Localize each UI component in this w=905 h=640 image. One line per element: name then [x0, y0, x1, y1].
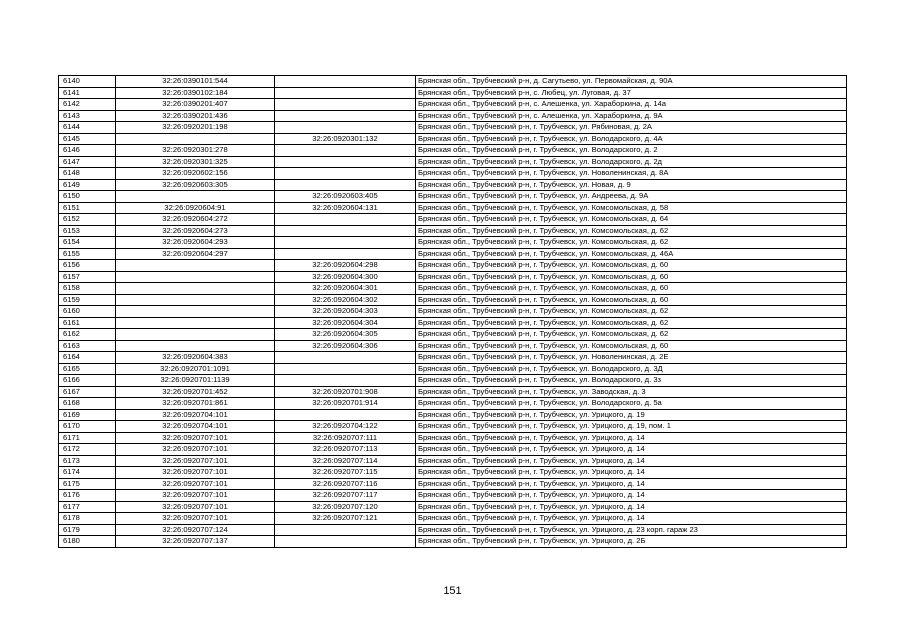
address-cell: Брянская обл., Трубчевский р-н, с. Алешенка, ул. Хараборкина, д. 14а: [416, 99, 847, 111]
table-row: [59, 191, 847, 203]
table-row: [59, 398, 847, 410]
row-number-cell: 6160: [59, 306, 116, 318]
address-cell: Брянская обл., Трубчевский р-н, г. Трубчевск, ул. Урицкого, д. 19: [416, 409, 847, 421]
table-row: [59, 352, 847, 364]
page-number: 151: [443, 585, 462, 597]
address-cell: Брянская обл., Трубчевский р-н, г. Трубчевск, ул. Новоленинская, д. 2Е: [416, 352, 847, 364]
table-row: [59, 375, 847, 387]
object-cadastral-number-cell: 32:26:0920604:301: [275, 283, 416, 295]
cadastral-number-cell: 32:26:0920707:101: [116, 513, 275, 525]
row-number-cell: 6178: [59, 513, 116, 525]
cadastral-number-cell: 32:26:0920707:101: [116, 455, 275, 467]
table-row: [59, 432, 847, 444]
row-number-cell: 6157: [59, 271, 116, 283]
row-number-cell: 6141: [59, 87, 116, 99]
row-number-cell: 6161: [59, 317, 116, 329]
table-row: [59, 294, 847, 306]
object-cadastral-number-cell: [275, 237, 416, 249]
cadastral-number-cell: [116, 340, 275, 352]
table-row: [59, 501, 847, 513]
address-cell: Брянская обл., Трубчевский р-н, г. Трубчевск, ул. Комсомольская, д. 62: [416, 237, 847, 249]
row-number-cell: 6166: [59, 375, 116, 387]
address-cell: Брянская обл., Трубчевский р-н, г. Трубчевск, ул. Володарского, д. 4А: [416, 133, 847, 145]
row-number-cell: 6171: [59, 432, 116, 444]
row-number-cell: 6158: [59, 283, 116, 295]
object-cadastral-number-cell: [275, 110, 416, 122]
row-number-cell: 6179: [59, 524, 116, 536]
row-number-cell: 6173: [59, 455, 116, 467]
object-cadastral-number-cell: [275, 99, 416, 111]
table-row: [59, 225, 847, 237]
object-cadastral-number-cell: [275, 145, 416, 157]
table-row: [59, 122, 847, 134]
address-cell: Брянская обл., Трубчевский р-н, г. Трубчевск, ул. Урицкого, д. 14: [416, 467, 847, 479]
row-number-cell: 6148: [59, 168, 116, 180]
address-cell: Брянская обл., Трубчевский р-н, г. Трубчевск, ул. Комсомольская, д. 62: [416, 329, 847, 341]
table-row: [59, 317, 847, 329]
object-cadastral-number-cell: [275, 168, 416, 180]
row-number-cell: 6142: [59, 99, 116, 111]
table-row: [59, 329, 847, 341]
row-number-cell: 6159: [59, 294, 116, 306]
cadastral-number-cell: [116, 133, 275, 145]
address-cell: Брянская обл., Трубчевский р-н, с. Алешенка, ул. Хараборкина, д. 9А: [416, 110, 847, 122]
cadastral-number-cell: 32:26:0920704:101: [116, 409, 275, 421]
row-number-cell: 6145: [59, 133, 116, 145]
object-cadastral-number-cell: [275, 214, 416, 226]
address-cell: Брянская обл., Трубчевский р-н, г. Трубчевск, ул. Урицкого, д. 14: [416, 432, 847, 444]
table-row: [59, 179, 847, 191]
row-number-cell: 6149: [59, 179, 116, 191]
table-row: [59, 87, 847, 99]
row-number-cell: 6152: [59, 214, 116, 226]
cadastral-number-cell: 32:26:0920301:278: [116, 145, 275, 157]
row-number-cell: 6153: [59, 225, 116, 237]
table-row: [59, 260, 847, 272]
cadastral-number-cell: [116, 283, 275, 295]
address-cell: Брянская обл., Трубчевский р-н, г. Трубчевск, ул. Урицкого, д. 19, пом. 1: [416, 421, 847, 433]
cadastral-number-cell: [116, 317, 275, 329]
cadastral-number-cell: 32:26:0920701:1091: [116, 363, 275, 375]
row-number-cell: 6172: [59, 444, 116, 456]
address-cell: Брянская обл., Трубчевский р-н, г. Трубчевск, ул. Володарского, д. 2: [416, 145, 847, 157]
address-cell: Брянская обл., Трубчевский р-н, г. Трубчевск, ул. Урицкого, д. 14: [416, 478, 847, 490]
row-number-cell: 6180: [59, 536, 116, 548]
object-cadastral-number-cell: 32:26:0920704:122: [275, 421, 416, 433]
object-cadastral-number-cell: 32:26:0920707:117: [275, 490, 416, 502]
cadastral-number-cell: [116, 271, 275, 283]
object-cadastral-number-cell: 32:26:0920604:300: [275, 271, 416, 283]
cadastral-number-cell: 32:26:0920707:101: [116, 444, 275, 456]
cadastral-number-cell: 32:26:0920701:452: [116, 386, 275, 398]
row-number-cell: 6147: [59, 156, 116, 168]
table-row: [59, 237, 847, 249]
row-number-cell: 6163: [59, 340, 116, 352]
row-number-cell: 6177: [59, 501, 116, 513]
table-row: [59, 248, 847, 260]
table-row: [59, 145, 847, 157]
cadastral-number-cell: 32:26:0920707:137: [116, 536, 275, 548]
cadastral-number-cell: 32:26:0920707:101: [116, 478, 275, 490]
table-row: [59, 444, 847, 456]
row-number-cell: 6176: [59, 490, 116, 502]
row-number-cell: 6154: [59, 237, 116, 249]
address-cell: Брянская обл., Трубчевский р-н, г. Трубчевск, ул. Володарского, д. 3з: [416, 375, 847, 387]
table-row: [59, 271, 847, 283]
cadastral-number-cell: 32:26:0920604:272: [116, 214, 275, 226]
address-cell: Брянская обл., Трубчевский р-н, г. Трубчевск, ул. Урицкого, д. 2Б: [416, 536, 847, 548]
object-cadastral-number-cell: 32:26:0920301:132: [275, 133, 416, 145]
table-row: [59, 524, 847, 536]
object-cadastral-number-cell: 32:26:0920604:298: [275, 260, 416, 272]
object-cadastral-number-cell: 32:26:0920707:111: [275, 432, 416, 444]
object-cadastral-number-cell: [275, 536, 416, 548]
address-cell: Брянская обл., Трубчевский р-н, г. Трубчевск, ул. Комсомольская, д. 60: [416, 340, 847, 352]
address-cell: Брянская обл., Трубчевский р-н, г. Трубчевск, ул. Комсомольская, д. 58: [416, 202, 847, 214]
object-cadastral-number-cell: [275, 352, 416, 364]
address-cell: Брянская обл., Трубчевский р-н, г. Трубчевск, ул. Андреева, д. 9А: [416, 191, 847, 203]
object-cadastral-number-cell: 32:26:0920604:302: [275, 294, 416, 306]
address-cell: Брянская обл., Трубчевский р-н, г. Трубчевск, ул. Комсомольская, д. 62: [416, 306, 847, 318]
cadastral-number-cell: 32:26:0920707:101: [116, 490, 275, 502]
row-number-cell: 6170: [59, 421, 116, 433]
table-row: [59, 283, 847, 295]
registry-table: [58, 75, 847, 548]
table-row: [59, 536, 847, 548]
object-cadastral-number-cell: [275, 524, 416, 536]
registry-table-body: [59, 76, 847, 548]
address-cell: Брянская обл., Трубчевский р-н, г. Трубчевск, ул. Комсомольская, д. 46А: [416, 248, 847, 260]
cadastral-number-cell: 32:26:0920707:124: [116, 524, 275, 536]
cadastral-number-cell: 32:26:0920603:305: [116, 179, 275, 191]
object-cadastral-number-cell: [275, 156, 416, 168]
object-cadastral-number-cell: 32:26:0920707:121: [275, 513, 416, 525]
row-number-cell: 6165: [59, 363, 116, 375]
row-number-cell: 6167: [59, 386, 116, 398]
cadastral-number-cell: 32:26:0920707:101: [116, 501, 275, 513]
row-number-cell: 6146: [59, 145, 116, 157]
row-number-cell: 6151: [59, 202, 116, 214]
object-cadastral-number-cell: [275, 248, 416, 260]
address-cell: Брянская обл., Трубчевский р-н, г. Трубчевск, ул. Урицкого, д. 14: [416, 513, 847, 525]
object-cadastral-number-cell: 32:26:0920707:115: [275, 467, 416, 479]
object-cadastral-number-cell: [275, 87, 416, 99]
row-number-cell: 6175: [59, 478, 116, 490]
cadastral-number-cell: 32:26:0920701:861: [116, 398, 275, 410]
row-number-cell: 6174: [59, 467, 116, 479]
table-row: [59, 421, 847, 433]
table-row: [59, 214, 847, 226]
row-number-cell: 6164: [59, 352, 116, 364]
cadastral-number-cell: 32:26:0920704:101: [116, 421, 275, 433]
address-cell: Брянская обл., Трубчевский р-н, г. Трубчевск, ул. Новоленинская, д. 8А: [416, 168, 847, 180]
table-row: [59, 478, 847, 490]
table-row: [59, 363, 847, 375]
object-cadastral-number-cell: [275, 363, 416, 375]
cadastral-number-cell: [116, 329, 275, 341]
table-row: [59, 490, 847, 502]
address-cell: Брянская обл., Трубчевский р-н, г. Трубчевск, ул. Комсомольская, д. 60: [416, 260, 847, 272]
address-cell: Брянская обл., Трубчевский р-н, г. Трубчевск, ул. Урицкого, д. 14: [416, 444, 847, 456]
address-cell: Брянская обл., Трубчевский р-н, с. Любец, ул. Луговая, д. 37: [416, 87, 847, 99]
address-cell: Брянская обл., Трубчевский р-н, г. Трубчевск, ул. Комсомольская, д. 60: [416, 271, 847, 283]
cadastral-number-cell: 32:26:0390101:544: [116, 76, 275, 88]
row-number-cell: 6150: [59, 191, 116, 203]
table-row: [59, 467, 847, 479]
cadastral-number-cell: 32:26:0920707:101: [116, 467, 275, 479]
row-number-cell: 6155: [59, 248, 116, 260]
address-cell: Брянская обл., Трубчевский р-н, г. Трубчевск, ул. Комсомольская, д. 62: [416, 225, 847, 237]
table-row: [59, 455, 847, 467]
address-cell: Брянская обл., Трубчевский р-н, г. Трубчевск, ул. Володарского, д. 2д: [416, 156, 847, 168]
cadastral-number-cell: 32:26:0920701:1139: [116, 375, 275, 387]
row-number-cell: 6169: [59, 409, 116, 421]
cadastral-number-cell: 32:26:0390201:407: [116, 99, 275, 111]
cadastral-number-cell: [116, 191, 275, 203]
table-row: [59, 513, 847, 525]
cadastral-number-cell: 32:26:0920201:198: [116, 122, 275, 134]
table-row: [59, 386, 847, 398]
address-cell: Брянская обл., Трубчевский р-н, г. Трубчевск, ул. Урицкого, д. 14: [416, 490, 847, 502]
object-cadastral-number-cell: [275, 225, 416, 237]
cadastral-number-cell: 32:26:0920707:101: [116, 432, 275, 444]
object-cadastral-number-cell: [275, 375, 416, 387]
cadastral-number-cell: 32:26:0920604:91: [116, 202, 275, 214]
table-row: [59, 340, 847, 352]
object-cadastral-number-cell: 32:26:0920604:305: [275, 329, 416, 341]
object-cadastral-number-cell: 32:26:0920701:914: [275, 398, 416, 410]
cadastral-number-cell: 32:26:0390201:436: [116, 110, 275, 122]
row-number-cell: 6140: [59, 76, 116, 88]
table-row: [59, 168, 847, 180]
table-row: [59, 110, 847, 122]
object-cadastral-number-cell: [275, 409, 416, 421]
address-cell: Брянская обл., Трубчевский р-н, г. Трубчевск, ул. Комсомольская, д. 60: [416, 283, 847, 295]
row-number-cell: 6144: [59, 122, 116, 134]
cadastral-number-cell: [116, 306, 275, 318]
table-row: [59, 409, 847, 421]
address-cell: Брянская обл., Трубчевский р-н, д. Сагутьево, ул. Первомайская, д. 90А: [416, 76, 847, 88]
table-row: [59, 156, 847, 168]
object-cadastral-number-cell: 32:26:0920701:908: [275, 386, 416, 398]
address-cell: Брянская обл., Трубчевский р-н, г. Трубчевск, ул. Урицкого, д. 14: [416, 455, 847, 467]
object-cadastral-number-cell: 32:26:0920707:120: [275, 501, 416, 513]
address-cell: Брянская обл., Трубчевский р-н, г. Трубчевск, ул. Комсомольская, д. 60: [416, 294, 847, 306]
cadastral-number-cell: [116, 294, 275, 306]
address-cell: Брянская обл., Трубчевский р-н, г. Трубчевск, ул. Комсомольская, д. 64: [416, 214, 847, 226]
cadastral-number-cell: 32:26:0920301:325: [116, 156, 275, 168]
object-cadastral-number-cell: [275, 122, 416, 134]
object-cadastral-number-cell: 32:26:0920707:113: [275, 444, 416, 456]
object-cadastral-number-cell: 32:26:0920707:114: [275, 455, 416, 467]
cadastral-number-cell: [116, 260, 275, 272]
table-row: [59, 133, 847, 145]
cadastral-number-cell: 32:26:0920604:293: [116, 237, 275, 249]
address-cell: Брянская обл., Трубчевский р-н, г. Трубчевск, ул. Урицкого, д. 14: [416, 501, 847, 513]
object-cadastral-number-cell: 32:26:0920707:116: [275, 478, 416, 490]
cadastral-number-cell: 32:26:0920604:273: [116, 225, 275, 237]
address-cell: Брянская обл., Трубчевский р-н, г. Трубчевск, ул. Урицкого, д. 23 корп. гараж 23: [416, 524, 847, 536]
row-number-cell: 6162: [59, 329, 116, 341]
cadastral-number-cell: 32:26:0920602:156: [116, 168, 275, 180]
row-number-cell: 6168: [59, 398, 116, 410]
address-cell: Брянская обл., Трубчевский р-н, г. Трубчевск, ул. Рябиновая, д. 2А: [416, 122, 847, 134]
table-row: [59, 202, 847, 214]
cadastral-number-cell: 32:26:0920604:383: [116, 352, 275, 364]
address-cell: Брянская обл., Трубчевский р-н, г. Трубчевск, ул. Володарского, д. 5а: [416, 398, 847, 410]
object-cadastral-number-cell: 32:26:0920604:303: [275, 306, 416, 318]
object-cadastral-number-cell: 32:26:0920604:131: [275, 202, 416, 214]
object-cadastral-number-cell: [275, 179, 416, 191]
object-cadastral-number-cell: [275, 76, 416, 88]
cadastral-number-cell: 32:26:0920604:297: [116, 248, 275, 260]
table-row: [59, 99, 847, 111]
address-cell: Брянская обл., Трубчевский р-н, г. Трубчевск, ул. Комсомольская, д. 62: [416, 317, 847, 329]
address-cell: Брянская обл., Трубчевский р-н, г. Трубчевск, ул. Заводская, д. 3: [416, 386, 847, 398]
object-cadastral-number-cell: 32:26:0920604:306: [275, 340, 416, 352]
table-row: [59, 306, 847, 318]
object-cadastral-number-cell: 32:26:0920603:405: [275, 191, 416, 203]
row-number-cell: 6143: [59, 110, 116, 122]
address-cell: Брянская обл., Трубчевский р-н, г. Трубчевск, ул. Володарского, д. 3Д: [416, 363, 847, 375]
row-number-cell: 6156: [59, 260, 116, 272]
object-cadastral-number-cell: 32:26:0920604:304: [275, 317, 416, 329]
table-row: [59, 76, 847, 88]
cadastral-number-cell: 32:26:0390102:184: [116, 87, 275, 99]
address-cell: Брянская обл., Трубчевский р-н, г. Трубчевск, ул. Новая, д. 9: [416, 179, 847, 191]
